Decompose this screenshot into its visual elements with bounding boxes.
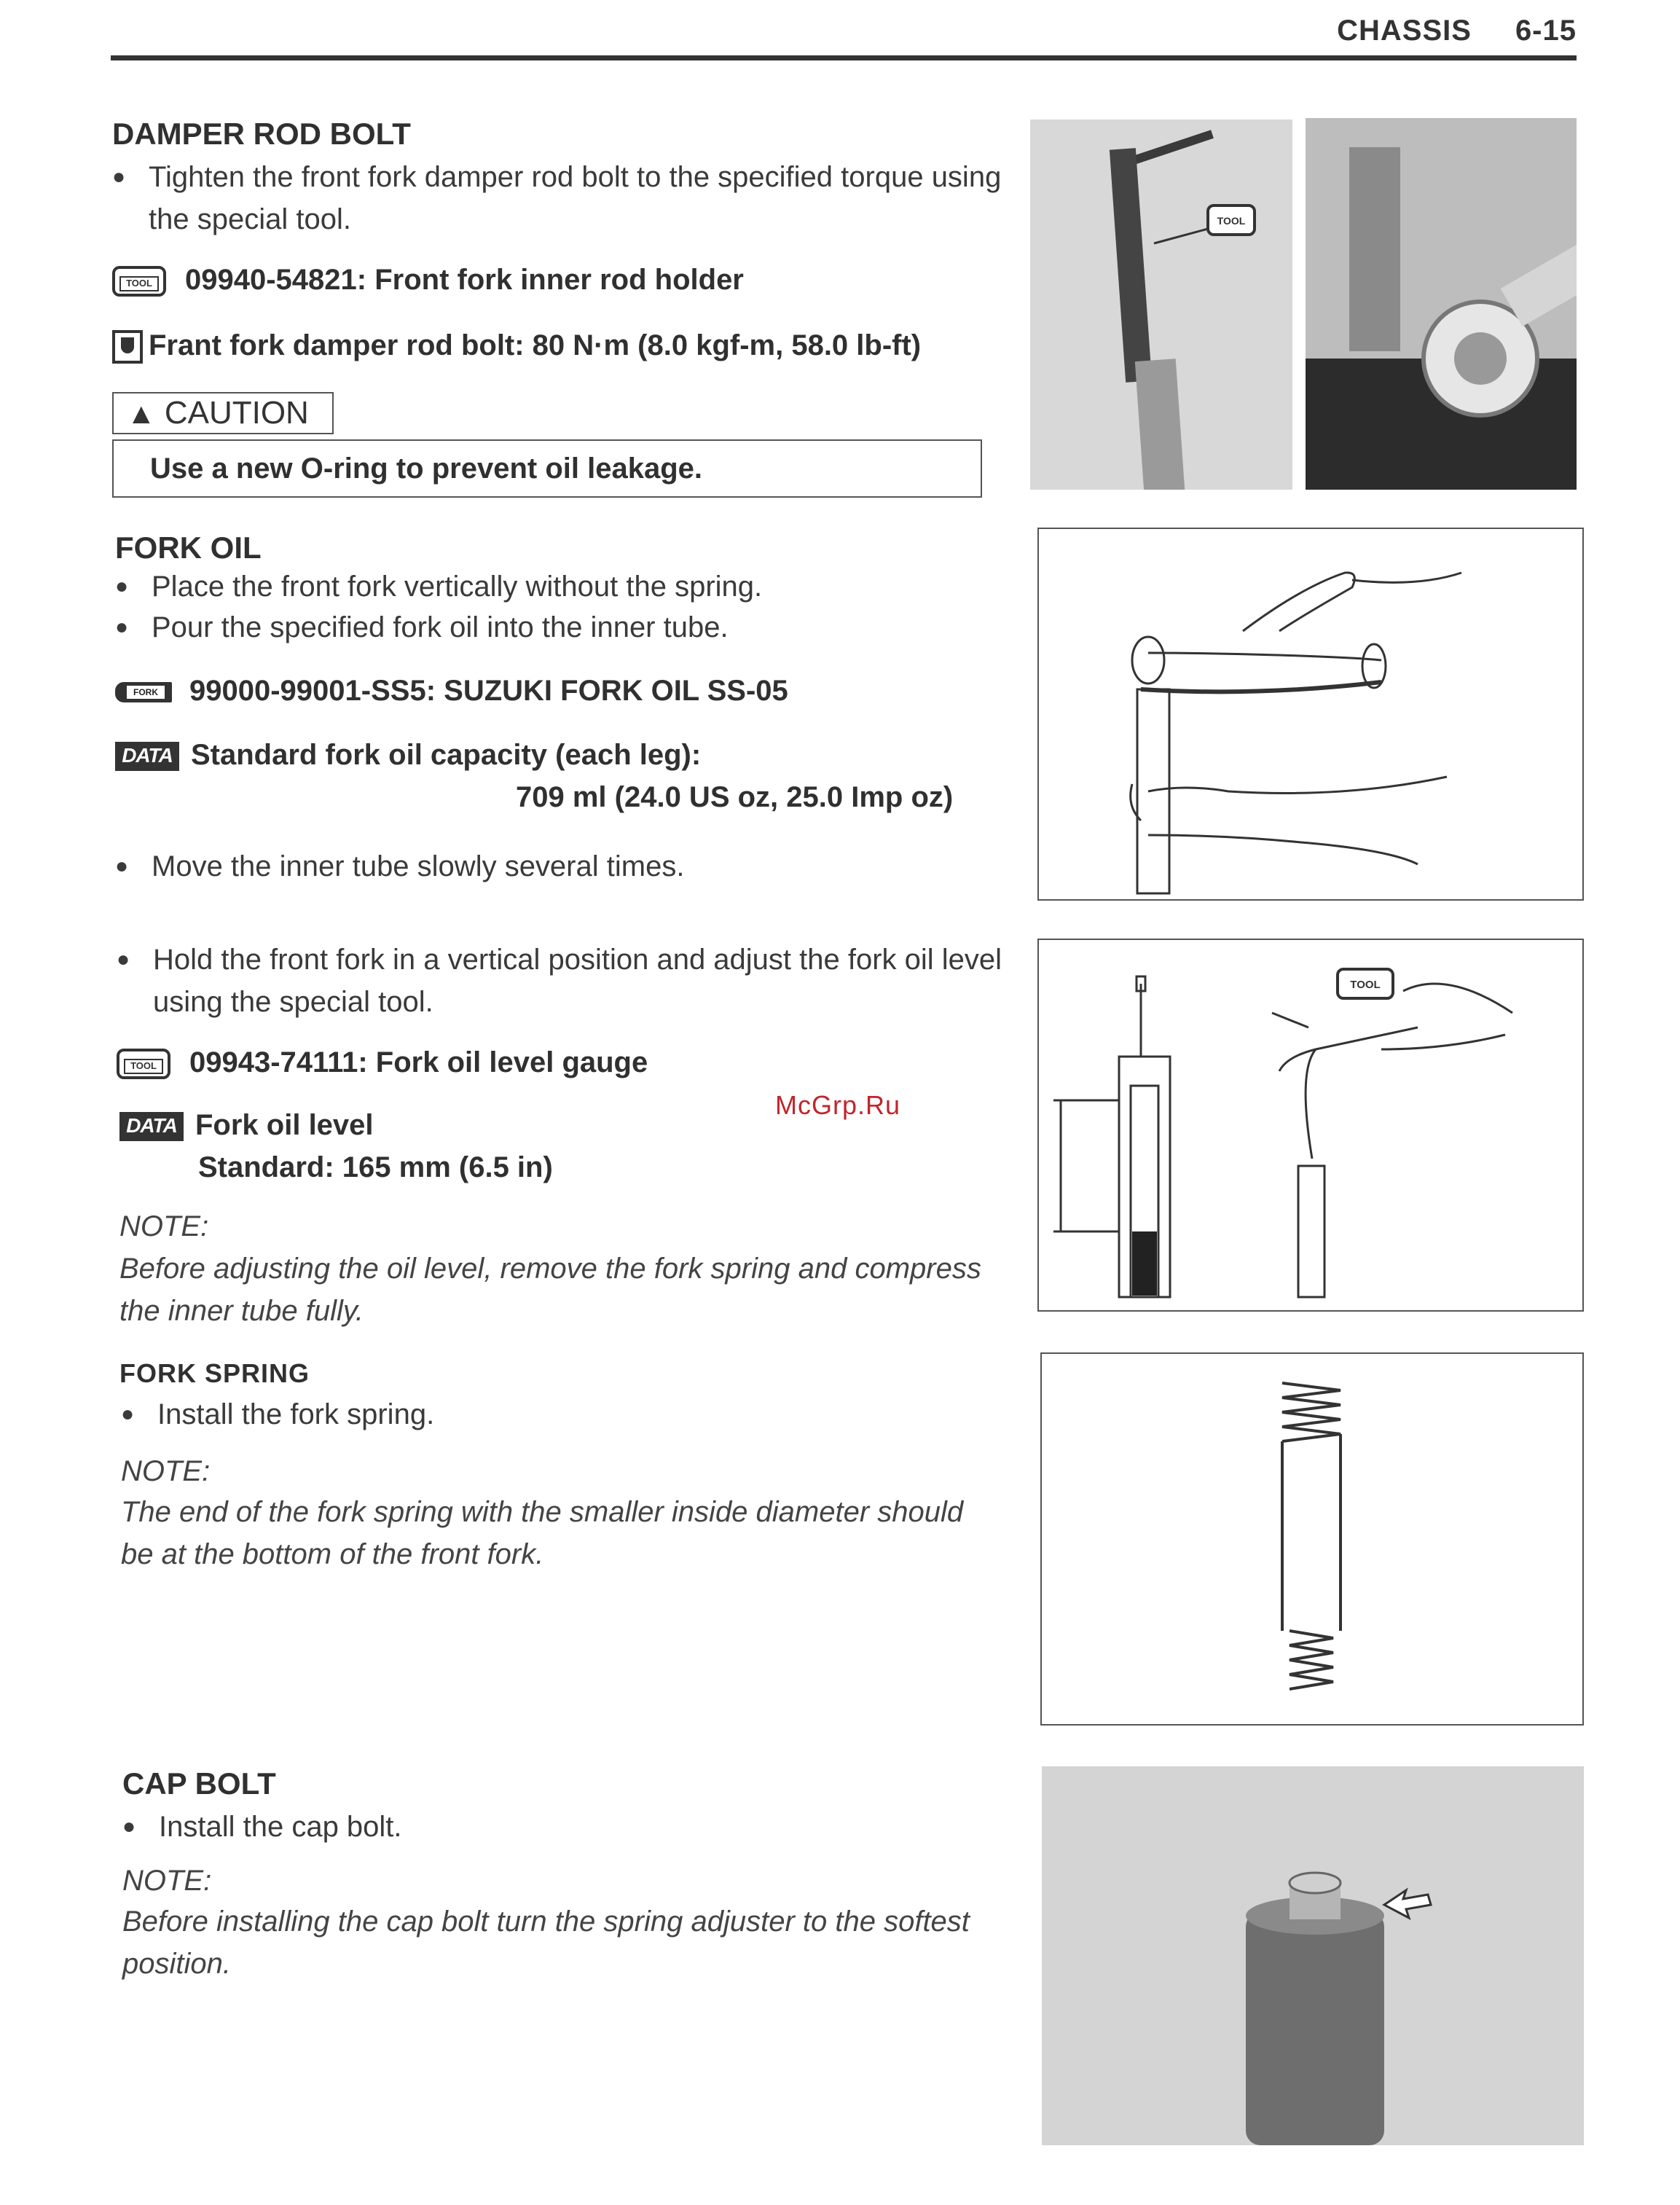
level-tool-text: 09943-74111: Fork oil level gauge (189, 1046, 648, 1078)
damper-tool-text: 09940-54821: Front fork inner rod holder (185, 264, 744, 296)
fork-spring-illustration (1042, 1354, 1582, 1724)
capacity-label: Standard fork oil capacity (each leg): (191, 739, 702, 771)
fork-oil-note-label: NOTE: (119, 1210, 209, 1242)
warning-icon: ▲ (127, 398, 156, 430)
cap-bolt-bullet: ● Install the cap bolt. (122, 1806, 1018, 1848)
level-value: Standard: 165 mm (6.5 in) (198, 1151, 553, 1183)
data-icon: DATA (119, 1112, 184, 1141)
figure-oil-level (1037, 939, 1584, 1312)
fork-oil-spec-line (115, 675, 788, 708)
data-icon: DATA (115, 742, 179, 771)
tool-icon-label: TOOL (1350, 979, 1381, 991)
header-rule (111, 55, 1577, 60)
fork-oil-bullet-2: ● Pour the specified fork oil into the inner tube. (115, 606, 1011, 649)
fork-spring-note-label: NOTE: (121, 1455, 211, 1487)
damper-tool-line (112, 264, 744, 297)
page-number: 6-15 (1515, 15, 1577, 47)
fork-oil-spec-text: 99000-99001-SS5: SUZUKI FORK OIL SS-05 (189, 675, 788, 707)
photo-damper-bolt (1306, 118, 1577, 490)
watermark: McGrp.Ru (775, 1090, 901, 1120)
fork-oil-title: FORK OIL (115, 530, 262, 565)
damper-bullet: ● Tighten the front fork damper rod bolt to the specified torque using the special tool. (112, 156, 1023, 240)
pour-oil-illustration (1039, 529, 1582, 899)
cap-bolt-note-label: NOTE: (122, 1865, 212, 1897)
fork-spring-note-text: The end of the fork spring with the smaller inside diameter should be at the bottom of the front fork. (121, 1496, 964, 1570)
level-label: Fork oil level (195, 1109, 374, 1141)
section-title: CHASSIS (1337, 15, 1472, 47)
fork-oil-icon: FORK (115, 682, 172, 702)
cap-bolt-title: CAP BOLT (122, 1766, 276, 1801)
page-header (1337, 15, 1577, 47)
damper-torque-line (112, 329, 921, 364)
photo-inner-rod-holder (1030, 120, 1292, 490)
torque-wrench-icon (112, 330, 143, 364)
caution-box: Use a new O-ring to prevent oil leakage. (112, 439, 982, 498)
cap-bolt-note-text: Before installing the cap bolt turn the spring adjuster to the softest position. (122, 1906, 970, 1980)
caution-label: ▲ CAUTION (112, 392, 334, 434)
level-line (119, 1109, 374, 1142)
capacity-value: 709 ml (24.0 US oz, 25.0 Imp oz) (516, 781, 954, 813)
tool-icon: TOOL (117, 1049, 170, 1079)
inner-rod-holder-illustration (1030, 120, 1292, 490)
capacity-line (115, 739, 701, 772)
level-tool-line (117, 1046, 648, 1079)
tool-icon-label: TOOL (1217, 215, 1246, 227)
cap-bolt-photo-illustration (1042, 1766, 1584, 2145)
fork-oil-bullet-3: ● Move the inner tube slowly several times. (115, 845, 1011, 888)
fork-oil-bullet-4: ● Hold the front fork in a vertical position and adjust the fork oil level using the special tool. (117, 939, 1027, 1023)
damper-bolt-photo-illustration (1306, 118, 1577, 490)
fork-spring-title: FORK SPRING (119, 1358, 310, 1388)
damper-torque-text: Frant fork damper rod bolt: 80 N·m (8.0 kgf-m, 58.0 lb-ft) (149, 329, 922, 361)
figure-fork-spring (1040, 1352, 1584, 1726)
figure-pour-oil (1037, 528, 1584, 901)
tool-icon: TOOL (112, 266, 166, 297)
oil-level-illustration (1039, 940, 1582, 1310)
fork-spring-bullet: ● Install the fork spring. (121, 1393, 1017, 1436)
fork-oil-note-text: Before adjusting the oil level, remove the fork spring and compress the inner tube fully. (119, 1253, 981, 1327)
fork-oil-bullet-1: ● Place the front fork vertically without the spring. (115, 565, 1011, 608)
photo-cap-bolt (1042, 1766, 1584, 2145)
damper-title: DAMPER ROD BOLT (112, 117, 411, 151)
